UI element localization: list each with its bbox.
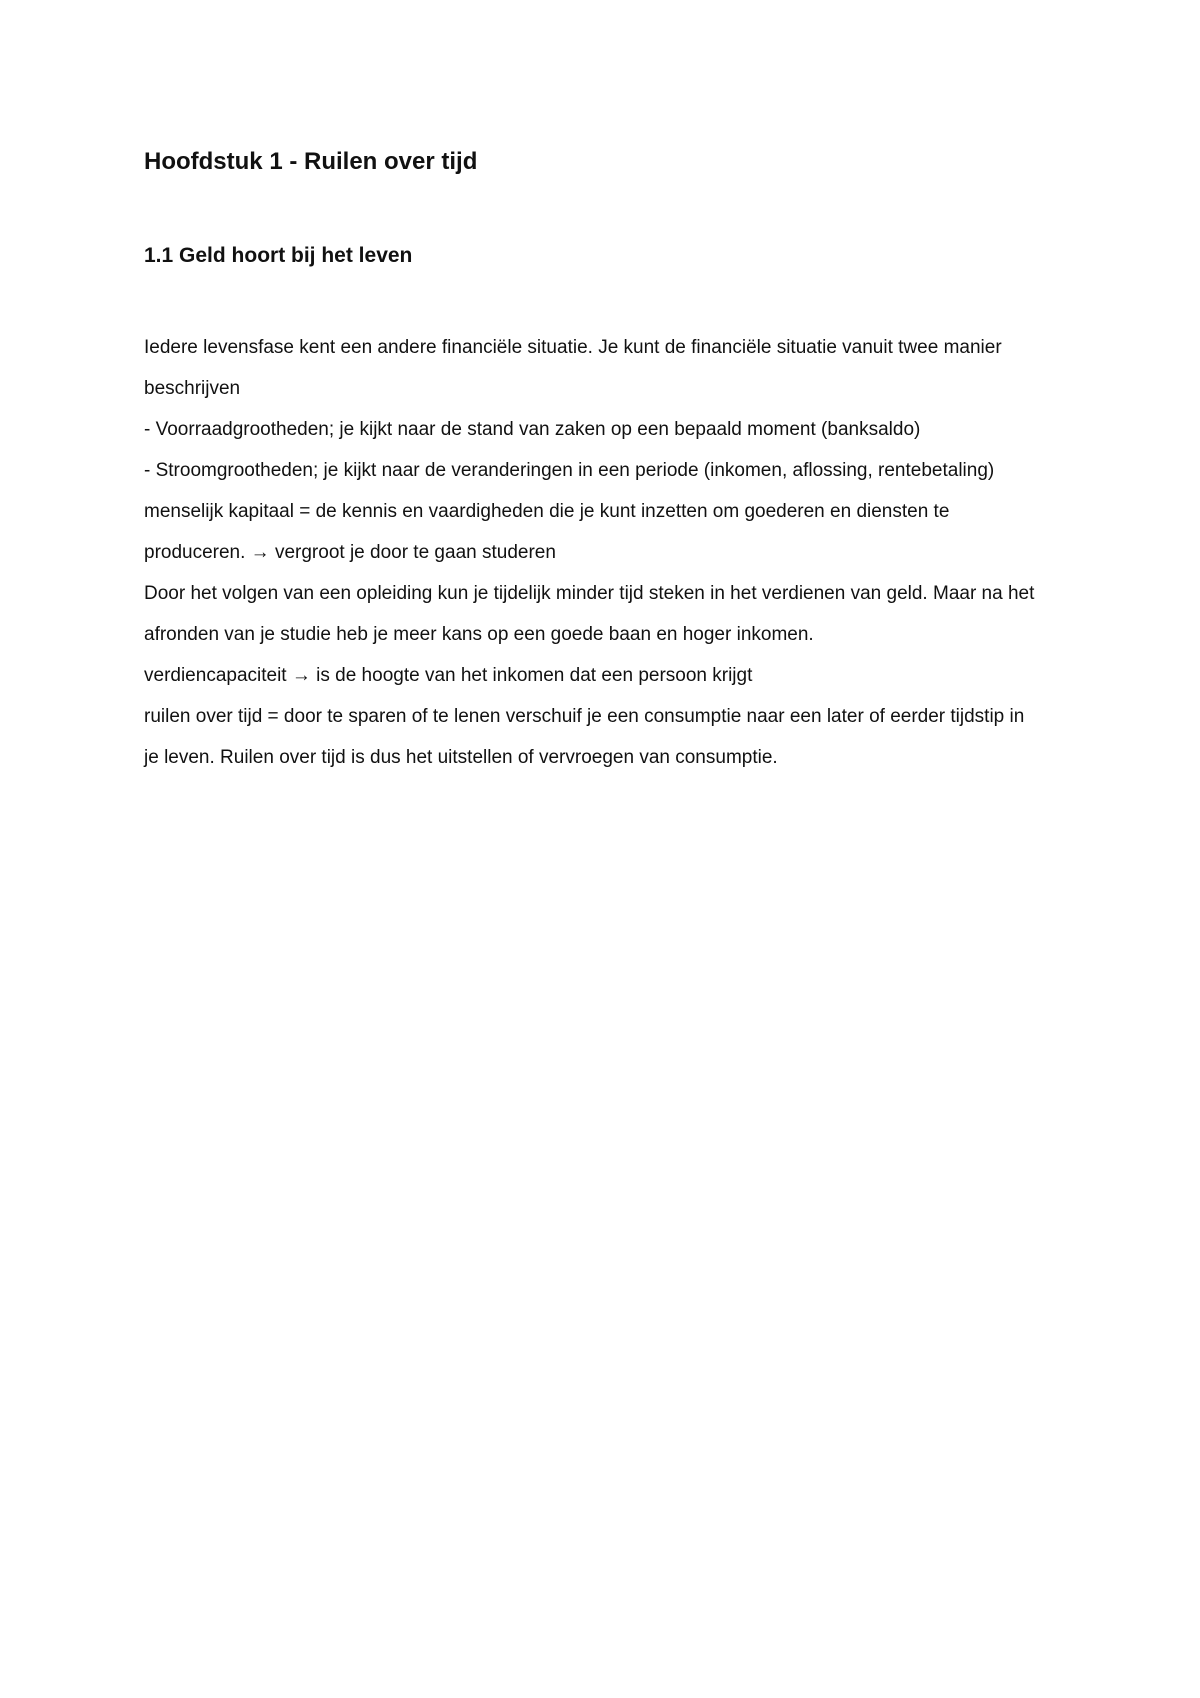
- paragraph-financial-situation: Iedere levensfase kent een andere financiële situatie. Je kunt de financiële situatie vanuit twee manier beschrijven: [144, 337, 1002, 399]
- chapter-title: Hoofdstuk 1 - Ruilen over tijd: [144, 148, 478, 175]
- paragraph-ruilen-over-tijd: ruilen over tijd = door te sparen of te lenen verschuif je een consumptie naar een later of eerder tijdstip in je leven. Ruilen over tijd is dus het uitstellen of vervroegen van consumptie.: [144, 706, 1025, 768]
- paragraph-voorraadgrootheden: - Voorraadgrootheden; je kijkt naar de stand van zaken op een bepaald moment (banksaldo): [144, 419, 921, 440]
- section-title: 1.1 Geld hoort bij het leven: [144, 244, 413, 267]
- paragraph-verdiencapaciteit: verdiencapaciteit → is de hoogte van het inkomen dat een persoon krijgt: [144, 665, 753, 686]
- paragraph-menselijk-kapitaal: menselijk kapitaal = de kennis en vaardigheden die je kunt inzetten om goederen en diensten te produceren. → vergroot je door te gaan studeren: [144, 501, 950, 563]
- body-text: [144, 327, 1044, 778]
- paragraph-opleiding: Door het volgen van een opleiding kun je tijdelijk minder tijd steken in het verdienen van geld. Maar na het afronden van je studie heb je meer kans op een goede baan en hoger inkomen.: [144, 583, 1035, 645]
- paragraph-stroomgrootheden: - Stroomgrootheden; je kijkt naar de veranderingen in een periode (inkomen, aflossing, rentebetaling): [144, 460, 995, 481]
- document-content: [144, 144, 1044, 778]
